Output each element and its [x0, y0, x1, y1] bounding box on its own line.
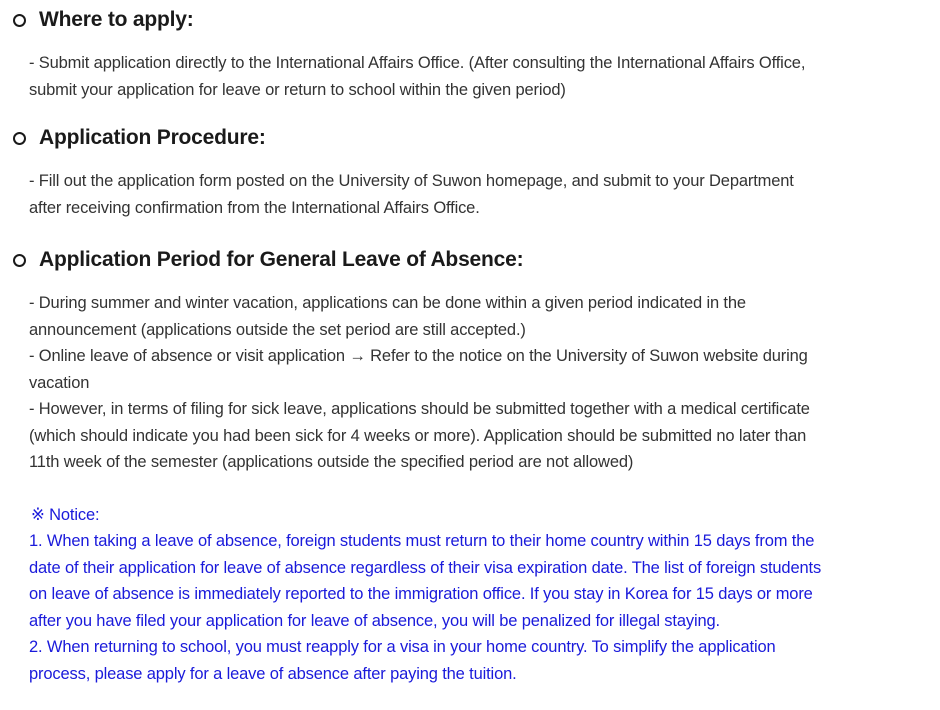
- body-line: - Submit application directly to the International Affairs Office. (After consulting the International Affairs Office,: [29, 54, 806, 72]
- body-line: (which should indicate you had been sick for 4 weeks or more). Application should be submitted no later than: [29, 426, 807, 445]
- section-body: [10, 50, 930, 103]
- circle-bullet-icon: [13, 14, 26, 27]
- body-line: - During summer and winter vacation, applications can be done within a given period indicated in the: [29, 294, 746, 312]
- notice-line: after you have filed your application for leave of absence, you will be penalized for illegal staying.: [29, 611, 720, 630]
- section-heading: Application Period for General Leave of Absence:: [39, 248, 524, 271]
- section-heading-row: [10, 124, 930, 152]
- section-heading-row: [10, 246, 930, 274]
- body-line: - Online leave of absence or visit application → Refer to the notice on the University of Suwon website during: [29, 347, 808, 365]
- section-heading: Application Procedure:: [39, 126, 266, 149]
- section-where-to-apply: [10, 6, 930, 124]
- notice-line: 1. When taking a leave of absence, foreign students must return to their home country within 15 days from the: [29, 532, 815, 550]
- notice-line: on leave of absence is immediately reported to the immigration office. If you stay in Korea for 15 days or more: [29, 585, 813, 603]
- body-line: vacation: [29, 373, 90, 392]
- circle-bullet-icon: [13, 132, 26, 145]
- notice-title: ※ Notice:: [31, 505, 100, 524]
- section-application-period: [10, 246, 930, 476]
- section-heading-row: [10, 6, 930, 34]
- notice-line: process, please apply for a leave of absence after paying the tuition.: [29, 664, 517, 683]
- body-line: - However, in terms of filing for sick leave, applications should be submitted together with a medical certificate: [29, 400, 810, 418]
- notice-block: [10, 502, 930, 688]
- body-line: - Fill out the application form posted on the University of Suwon homepage, and submit to your Department: [29, 172, 794, 190]
- notice-line: date of their application for leave of absence regardless of their visa expiration date. The list of foreign students: [29, 558, 822, 577]
- section-application-procedure: [10, 124, 930, 246]
- body-line: announcement (applications outside the set period are still accepted.): [29, 320, 526, 339]
- notice-line: 2. When returning to school, you must reapply for a visa in your home country. To simplify the application: [29, 638, 776, 656]
- body-line: after receiving confirmation from the International Affairs Office.: [29, 198, 480, 217]
- circle-bullet-icon: [13, 254, 26, 267]
- section-heading: Where to apply:: [39, 8, 194, 31]
- section-body: [10, 168, 930, 221]
- body-line: submit your application for leave or return to school within the given period): [29, 80, 566, 99]
- section-body: [10, 290, 930, 476]
- body-line: 11th week of the semester (applications outside the specified period are not allowed): [29, 453, 634, 471]
